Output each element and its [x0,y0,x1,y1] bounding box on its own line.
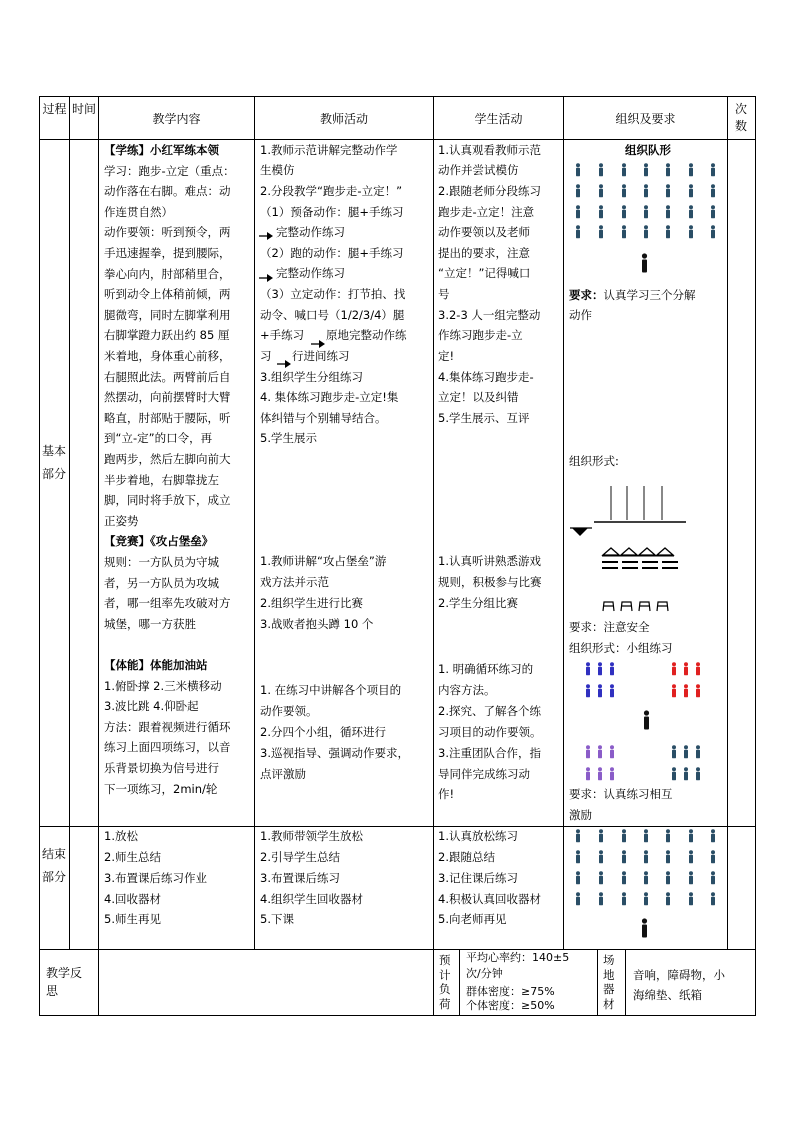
text-line: 3.组织学生分组练习 [260,370,363,384]
student-figure-icon [664,184,672,198]
text-line: 点评激励 [260,767,306,781]
text-line: 动作要领：听到预令，两 [104,225,231,240]
text-line: 号 [438,287,450,301]
student-figure-icon [694,767,702,781]
student-figure-icon [584,684,592,698]
text-line: 练习上面四项练习，以音 [104,740,231,755]
student-figure-icon [620,871,628,885]
text-line: 1.教师讲解“攻占堡垒”游 [260,554,387,568]
text-line: 2.分四个小组，循环进行 [260,725,386,739]
text-line: 1.俯卧撑 2.三米横移动 [104,678,222,693]
header-content: 教学内容 [152,112,201,126]
teacher-figure-icon [642,710,651,730]
student-figure-icon [687,205,695,219]
text-line: 略直，肘部贴于腰际，听 [104,410,231,425]
student-figure-icon [596,767,604,781]
student-figure-icon [694,745,702,759]
student-figure-icon [596,745,604,759]
text-line: 正姿势 [104,513,139,528]
student-figure-icon [664,892,672,906]
student-figure-icon [620,892,628,906]
teacher-figure-icon [640,918,649,938]
student-figure-icon [664,225,672,239]
text-line: 然摆动，向前摆臂时大臂 [104,390,231,405]
game-field-diagram [568,482,688,621]
equip-line: 音响，障碍物，小 [633,968,725,982]
student-figure-icon [642,163,650,177]
student-figure-icon [670,684,678,698]
text-line: 立定！以及纠错 [438,390,519,404]
student-figure-icon [620,184,628,198]
text-line: 2.师生总结 [104,850,161,864]
student-figure-icon [682,767,690,781]
student-figure-icon [687,225,695,239]
student-figure-icon [574,829,582,843]
org-form2: 组织形式：小组练习 [569,641,673,655]
student-figure-icon [709,205,717,219]
load-label: 预计负荷 [439,953,451,1011]
load-line: 个体密度：≥50% [466,999,555,1012]
student-figure-icon [608,662,616,676]
student-figure-icon [670,662,678,676]
text-line: 规则：一方队员为守城 [104,555,219,569]
text-line: 完整动作练习 [276,225,345,239]
student-figure-icon [687,892,695,906]
text-line: 1.教师带领学生放松 [260,829,363,843]
student-figure-icon [597,892,605,906]
student-figure-icon [620,850,628,864]
text-line: 2.探究、了解各个练 [438,704,541,718]
student-figure-icon [642,871,650,885]
load-line: 群体密度：≥75% [466,985,555,998]
text-line: 1. 明确循环练习的 [438,662,534,676]
text-line: （1）预备动作：腿+手练习 [260,205,404,219]
text-line: 4.集体练习跑步走- [438,370,534,384]
equip-label: 场地器材 [603,953,615,1011]
student-figure-icon [687,163,695,177]
text-line: 3.注重团队合作，指 [438,746,541,760]
student-figure-icon [620,163,628,177]
text-line: 1.认真听讲熟悉游戏 [438,554,541,568]
student-figure-icon [574,205,582,219]
header-teacher: 教师活动 [319,112,368,126]
text-line: 1. 在练习中讲解各个项目的 [260,683,402,697]
text-line: 3.巡视指导、强调动作要求， [260,746,409,760]
arrow-icon [259,225,273,244]
text-line: 拳心向内，肘部稍里合， [104,266,231,281]
text-line: 作练习跑步走-立 [438,328,523,342]
student-figure-icon [682,662,690,676]
student-figure-icon [574,225,582,239]
text-line: 手迅速握拳，提到腰际， [104,246,231,260]
text-line: 动令、喊口号（1/2/3/4）腿 [260,308,405,322]
student-figure-icon [597,184,605,198]
text-line: 4.组织学生回收器材 [260,892,363,906]
text-line: 3.2-3 人一组完整动 [438,308,541,322]
text-line: 作! [438,787,455,801]
student-figure-icon [597,163,605,177]
text-line: 5.学生展示 [260,431,317,445]
text-line: 3.记住课后练习 [438,871,518,885]
text-line: 者，哪一组率先攻破对方 [104,596,231,611]
header-org: 组织及要求 [615,112,676,126]
org-req2: 要求：注意安全 [569,620,650,634]
text-line: 方法：跟着视频进行循环 [104,719,231,734]
text-line: 提出的要求，注意 [438,246,530,260]
student-figure-icon [642,184,650,198]
student-figure-icon [574,184,582,198]
student-figure-icon [682,745,690,759]
student-figure-icon [597,829,605,843]
text-line: 习项目的动作要领。 [438,725,542,739]
text-line: 下一项练习，2min/轮 [104,781,218,796]
student-figure-icon [608,767,616,781]
student-figure-icon [709,871,717,885]
text-line: 跑步走-立定！注意 [438,205,535,219]
student-figure-icon [620,205,628,219]
student-figure-icon [709,184,717,198]
text-line: 城堡，哪一方获胜 [104,616,196,631]
student-figure-icon [597,225,605,239]
text-line: 【学练】小红军练本领 [104,143,219,157]
load-line: 次/分钟 [466,967,503,980]
text-line: 腿微弯，同时左脚掌利用 [104,307,231,322]
text-line: 2.引导学生总结 [260,850,340,864]
student-figure-icon [642,205,650,219]
text-line: 到“立-定”的口令，再 [104,431,213,446]
student-figure-icon [574,871,582,885]
student-figure-icon [664,871,672,885]
student-figure-icon [597,850,605,864]
student-figure-icon [642,850,650,864]
text-line: 动作要领。 [260,704,318,718]
text-line: 2.跟随总结 [438,850,495,864]
text-line: 1.教师示范讲解完整动作学 [260,143,398,157]
text-line: 1.认真观看教师示范 [438,143,541,157]
text-line: 4.回收器材 [104,892,161,906]
text-line: 脚，同时将手放下，成立 [104,493,231,508]
text-line: 动作落在右脚。难点：动 [104,184,231,199]
student-figure-icon [694,684,702,698]
text-line: 2.分段教学“跑步走-立定！” [260,184,403,198]
text-line: 完整动作练习 [276,266,345,280]
student-figure-icon [687,871,695,885]
student-figure-icon [670,745,678,759]
text-line: 5.学生展示、互评 [438,411,530,425]
text-line: 半步着地，右脚靠拢左 [104,472,219,487]
student-figure-icon [584,767,592,781]
text-line: （2）跑的动作：腿+手练习 [260,246,404,260]
student-figure-icon [687,184,695,198]
text-line: 跑两步，然后左脚向前大 [104,452,231,466]
text-line: 2.跟随老师分段练习 [438,184,541,198]
text-line: 5.下课 [260,912,294,926]
text-line: 4.积极认真回收器材 [438,892,541,906]
student-figure-icon [620,829,628,843]
student-figure-icon [597,205,605,219]
text-line: 行进间练习 [292,349,350,363]
text-line: 3.布置课后练习作业 [104,871,207,885]
reflection-label: 教学反思 [46,966,83,998]
student-figure-icon [709,225,717,239]
student-figure-icon [620,225,628,239]
text-line: 【体能】体能加油站 [104,658,208,672]
student-figure-icon [608,745,616,759]
text-line: 1.认真放松练习 [438,829,518,843]
basic-label: 基本部分 [42,444,67,481]
teacher-figure-icon [640,253,649,273]
student-figure-icon [574,163,582,177]
student-figure-icon [642,829,650,843]
text-line: 者，另一方队员为攻城 [104,575,219,590]
arrow-icon [311,333,325,352]
student-figure-icon [584,662,592,676]
student-figure-icon [694,662,702,676]
student-figure-icon [642,892,650,906]
header-process: 过程 [42,102,67,116]
text-line: 右腿照此法。两臂前后自 [104,369,231,384]
text-line: 乐背景切换为信号进行 [104,761,219,775]
student-figure-icon [664,850,672,864]
text-line: 右脚掌蹬力跃出约 85 厘 [104,328,230,343]
text-line: 习 [260,349,272,363]
text-line: 2.学生分组比赛 [438,596,518,610]
text-line: 听到动令上体稍前倾，两 [104,287,231,302]
student-figure-icon [664,205,672,219]
arrow-icon [277,353,291,372]
text-line: 米着地，身体重心前移， [104,349,231,363]
text-line: 原地完整动作练 [326,328,407,342]
text-line: 【竞赛】《攻占堡垒》 [104,534,214,549]
load-line: 平均心率约：140±5 [466,951,570,964]
student-figure-icon [709,829,717,843]
text-line: +手练习 [260,328,305,342]
org-req3: 要求：认真练习相互 [569,787,673,801]
text-line: 学习：跑步-立定（重点： [104,163,235,178]
text-line: 2.组织学生进行比赛 [260,596,363,610]
end-label: 结束部分 [42,847,67,884]
text-line: 作连贯自然） [104,204,173,219]
student-figure-icon [608,684,616,698]
text-line: 生模仿 [260,163,295,177]
text-line: 内容方法。 [438,683,496,697]
text-line: 戏方法并示范 [260,575,329,589]
student-figure-icon [597,871,605,885]
student-figure-icon [642,225,650,239]
student-figure-icon [709,892,717,906]
org-title: 组织队形 [625,143,671,157]
equip-line: 海绵垫、纸箱 [633,988,702,1002]
text-line: 3.战败者抱头蹲 10 个 [260,617,374,631]
student-figure-icon [664,829,672,843]
student-figure-icon [709,850,717,864]
header-student: 学生活动 [474,112,523,126]
text-line: 体纠错与个别辅导结合。 [260,411,387,425]
text-line: （3）立定动作：打节拍、找 [260,287,406,301]
text-line: 5.向老师再见 [438,912,507,926]
text-line: 3.布置课后练习 [260,871,340,885]
org-form1: 组织形式: [569,454,619,468]
text-line: 定! [438,349,455,363]
text-line: 规则，积极参与比赛 [438,575,542,589]
text-line: 动作并尝试模仿 [438,163,519,177]
text-line: 动作要领以及老师 [438,225,530,239]
org-req1: 要求：认真学习三个分解 [569,288,696,302]
text-line: 导同伴完成练习动 [438,767,530,781]
text-line: 4. 集体练习跑步走-立定!集 [260,390,399,404]
student-figure-icon [574,892,582,906]
text-line: 1.放松 [104,829,138,843]
student-figure-icon [596,684,604,698]
org-req3-cont: 激励 [569,808,592,822]
student-figure-icon [687,829,695,843]
header-times: 次数 [734,102,747,133]
student-figure-icon [584,745,592,759]
text-line: “立定！”记得喊口 [438,266,531,280]
header-time: 时间 [71,102,96,116]
student-figure-icon [664,163,672,177]
student-figure-icon [574,850,582,864]
text-line: 5.师生再见 [104,912,161,926]
text-line: 3.波比跳 4.仰卧起 [104,699,199,714]
student-figure-icon [687,850,695,864]
student-figure-icon [682,684,690,698]
student-figure-icon [670,767,678,781]
org-req1-cont: 动作 [569,308,592,322]
student-figure-icon [709,163,717,177]
student-figure-icon [596,662,604,676]
arrow-icon [259,267,273,286]
